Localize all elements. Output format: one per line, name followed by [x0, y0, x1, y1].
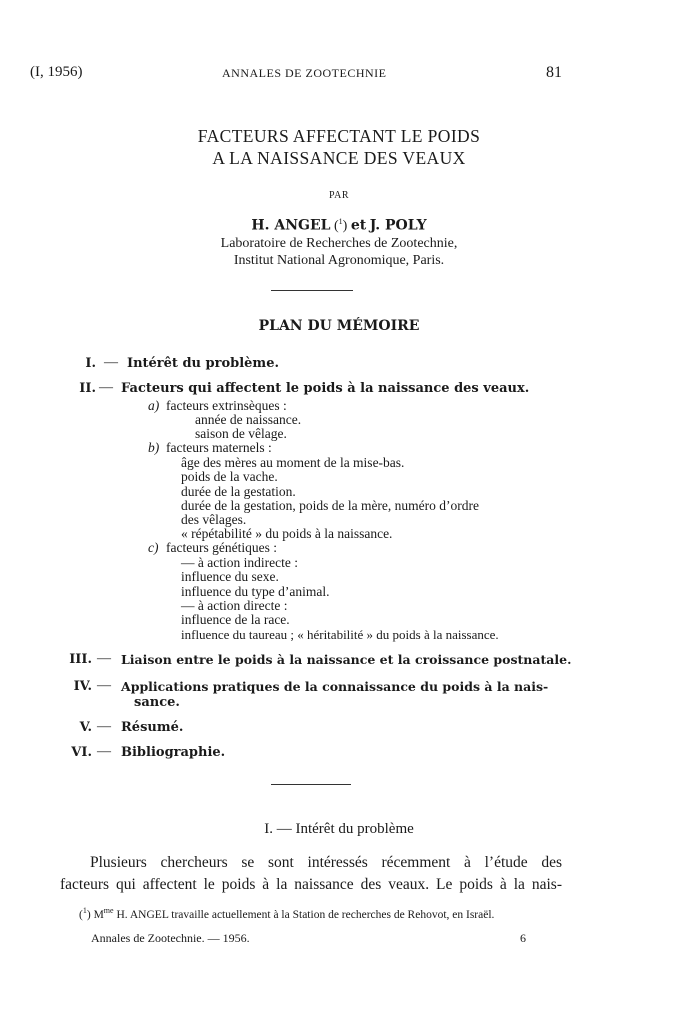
plan-s4-text1: Applications pratiques de la connaissance du poids à la nais-: [121, 679, 549, 694]
list-item: saison de vêlage.: [195, 426, 287, 441]
plan-s1-text: Intérêt du problème.: [127, 356, 279, 371]
plan-s6-dash: —: [97, 744, 111, 759]
list-item: — à action indirecte :: [181, 555, 298, 570]
plan-s2-c-label: c): [148, 540, 159, 555]
divider-rule: [271, 290, 353, 291]
footnote-title-abbr: M: [93, 908, 104, 921]
author-conj: et: [350, 217, 367, 234]
list-item: « répétabilité » du poids à la naissance.: [181, 526, 393, 541]
plan-s2-b-label: b): [148, 440, 160, 455]
plan-s4-num: IV.: [73, 679, 92, 694]
page-number: 81: [546, 64, 562, 81]
divider-rule: [271, 784, 351, 785]
article-title-line2: A LA NAISSANCE DES VEAUX: [212, 148, 466, 168]
plan-s6-num: VI.: [71, 745, 92, 760]
running-header-journal: ANNALES DE ZOOTECHNIE: [222, 66, 387, 80]
byline-par: PAR: [328, 190, 350, 201]
plan-s5-num: V.: [79, 720, 92, 735]
plan-s2-b-text: facteurs maternels :: [166, 440, 272, 455]
list-item: influence du type d’animal.: [181, 584, 330, 599]
list-item: poids de la vache.: [181, 469, 278, 484]
body-line-1: Plusieurs chercheurs se sont intéressés récemment à l’étude des: [90, 854, 562, 871]
plan-s2-c-text: facteurs génétiques :: [166, 540, 277, 555]
plan-title: PLAN DU MÉMOIRE: [258, 318, 420, 334]
footer-signature: 6: [520, 931, 526, 945]
footnote-text: H. ANGEL travaille actuellement à la Station de recherches de Rehovot, en Israël.: [116, 908, 495, 921]
footer-journal: Annales de Zootechnie. — 1956.: [91, 931, 250, 945]
list-item: influence du taureau ; « héritabilité » du poids à la naissance.: [181, 627, 499, 642]
plan-s2-a-text: facteurs extrinsèques :: [166, 398, 287, 413]
plan-s6-text: Bibliographie.: [121, 745, 226, 760]
list-item: durée de la gestation, poids de la mère, numéro d’ordre: [181, 498, 480, 513]
list-item: des vêlages.: [181, 512, 247, 527]
plan-s5-text: Résumé.: [121, 720, 184, 735]
plan-s4-text2: sance.: [134, 695, 180, 710]
plan-s1-dash: —: [104, 355, 118, 370]
plan-s1-num: I.: [85, 356, 96, 371]
list-item: année de naissance.: [195, 412, 302, 427]
list-item: durée de la gestation.: [181, 484, 296, 499]
byline-authors: H. ANGEL ($^1$) et J. POLY: [251, 217, 427, 234]
author-1: H. ANGEL: [251, 217, 331, 234]
plan-s2-dash: —: [99, 380, 113, 395]
plan-s2-text: Facteurs qui affectent le poids à la naissance des veaux.: [121, 381, 530, 396]
affiliation-line1: Laboratoire de Recherches de Zootechnie,: [220, 236, 458, 251]
list-item: — à action directe :: [181, 598, 288, 613]
article-title-line1: FACTEURS AFFECTANT LE POIDS: [197, 126, 481, 146]
plan-s4-dash: —: [97, 678, 111, 693]
plan-s5-dash: —: [97, 719, 111, 734]
running-header-volume: (I, 1956): [30, 64, 83, 80]
body-line-2: facteurs qui affectent le poids à la naissance des veaux. Le poids à la nais-: [60, 876, 562, 893]
plan-s2-num: II.: [79, 381, 96, 396]
footnote-marker: 1: [82, 906, 87, 915]
plan-s2-a-label: a): [148, 398, 160, 413]
author-2: J. POLY: [369, 217, 427, 234]
list-item: âge des mères au moment de la mise-bas.: [181, 455, 405, 470]
affiliation-line2: Institut National Agronomique, Paris.: [233, 253, 445, 268]
list-item: influence de la race.: [181, 612, 290, 627]
author-note-ref: 1: [338, 217, 343, 226]
plan-s3-text: Liaison entre le poids à la naissance et la croissance postnatale.: [121, 652, 572, 667]
footnote: ($^1$) $M^{me}$ H. ANGEL travaille actuellement à la Station de recherches de Rehovot, en Israël.: [79, 906, 495, 921]
section-heading: I. — Intérêt du problème: [264, 821, 414, 837]
plan-s3-num: III.: [69, 652, 92, 667]
plan-s3-dash: —: [97, 651, 111, 666]
footnote-title-sup: me: [103, 906, 114, 915]
list-item: influence du sexe.: [181, 569, 279, 584]
